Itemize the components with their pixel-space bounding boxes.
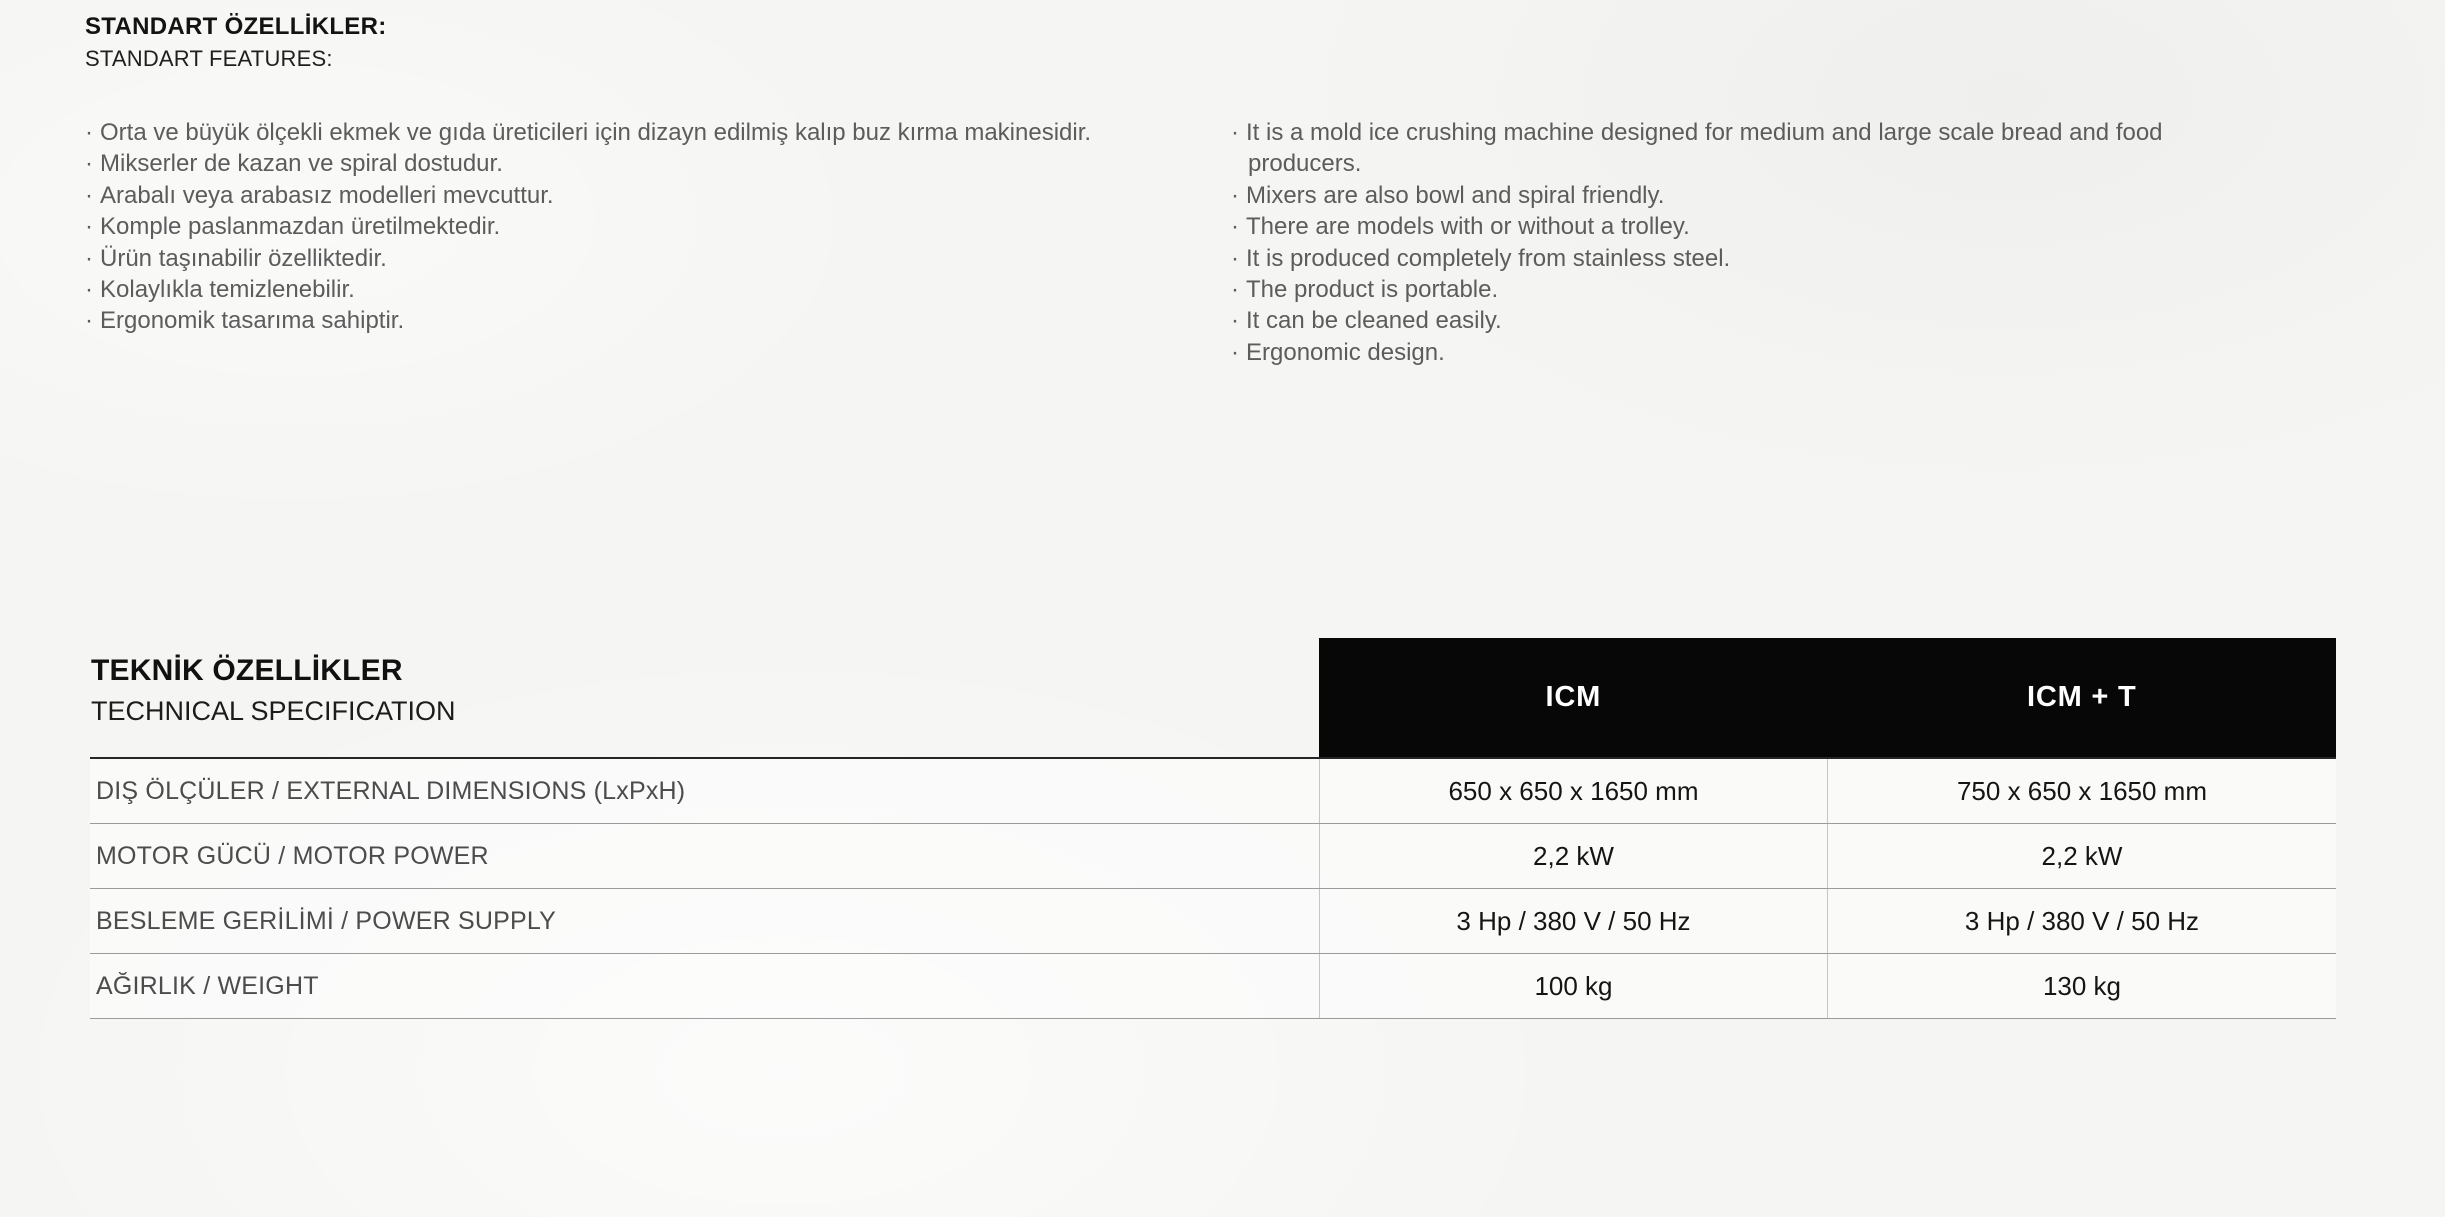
feature-text: Mixers are also bowl and spiral friendly. [1246, 181, 1665, 209]
row-label: BESLEME GERİLİMİ / POWER SUPPLY [96, 906, 557, 935]
feature-text: The product is portable. [1246, 276, 1499, 304]
feature-text: Mikserler de kazan ve spiral dostudur. [100, 150, 503, 178]
spec-title-en: TECHNICAL SPECIFICATION [91, 696, 456, 726]
standard-features-title-tr: STANDART ÖZELLİKLER: [85, 13, 387, 40]
row-value-icm: 3 Hp / 380 V / 50 Hz [1319, 889, 1827, 953]
feature-text: It is a mold ice crushing machine designed for medium and large scale bread and food producers. [1246, 119, 2163, 178]
spec-table-heading [91, 651, 456, 731]
feature-text: Ürün taşınabilir özelliktedir. [100, 244, 387, 272]
list-item [85, 117, 1215, 148]
list-item [1231, 180, 2236, 211]
feature-text: There are models with or without a trolley. [1246, 213, 1690, 241]
row-label: DIŞ ÖLÇÜLER / EXTERNAL DIMENSIONS (LxPxH) [96, 776, 686, 805]
list-item [85, 274, 1215, 305]
row-value-icm-t: 750 x 650 x 1650 mm [1827, 759, 2336, 823]
model-header-band [1319, 638, 2336, 757]
list-item [1231, 211, 2236, 242]
bullet-icon: · [85, 307, 93, 335]
list-item [85, 211, 1215, 242]
table-row [90, 954, 2336, 1019]
row-value-icm-t: 3 Hp / 380 V / 50 Hz [1827, 889, 2336, 953]
list-item [1231, 274, 2236, 305]
list-item [85, 180, 1215, 211]
feature-text: Orta ve büyük ölçekli ekmek ve gıda üreticileri için dizayn edilmiş kalıp buz kırma makinesidir. [100, 119, 1092, 146]
row-value-icm-t: 130 kg [1827, 954, 2336, 1018]
bullet-icon: · [1231, 338, 1239, 366]
feature-text: Ergonomic design. [1246, 338, 1445, 366]
list-item [85, 148, 1215, 179]
row-value-icm: 100 kg [1319, 954, 1827, 1018]
bullet-icon: · [85, 244, 93, 272]
bullet-icon: · [1231, 307, 1239, 335]
bullet-icon: · [85, 119, 93, 146]
table-row [90, 824, 2336, 889]
bullet-icon: · [1231, 244, 1239, 272]
feature-text: It is produced completely from stainless steel. [1246, 244, 1731, 272]
list-item [1231, 305, 2236, 336]
row-label: AĞIRLIK / WEIGHT [96, 971, 319, 1000]
feature-list-english [1231, 117, 2236, 368]
standard-features-heading [85, 11, 387, 75]
list-item [1231, 337, 2236, 368]
spec-table-header [90, 638, 2336, 757]
row-value-icm-t: 2,2 kW [1827, 824, 2336, 888]
list-item [1231, 243, 2236, 274]
bullet-icon: · [85, 181, 93, 209]
feature-text: It can be cleaned easily. [1246, 307, 1502, 335]
bullet-icon: · [1231, 213, 1239, 241]
column-header-icm-t: ICM + T [2026, 681, 2137, 713]
bullet-icon: · [85, 150, 93, 178]
spec-title-tr: TEKNİK ÖZELLİKLER [91, 654, 403, 687]
row-label: MOTOR GÜCÜ / MOTOR POWER [96, 841, 489, 870]
bullet-icon: · [1231, 276, 1239, 304]
table-row [90, 889, 2336, 954]
feature-text: Komple paslanmazdan üretilmektedir. [100, 213, 501, 241]
technical-specification-table [90, 638, 2336, 1019]
feature-list-turkish [85, 117, 1215, 337]
table-row [90, 759, 2336, 824]
column-header-icm: ICM [1545, 681, 1602, 713]
row-value-icm: 650 x 650 x 1650 mm [1319, 759, 1827, 823]
list-item [1231, 117, 2236, 180]
standard-features-title-en: STANDART FEATURES: [85, 46, 333, 71]
list-item [85, 243, 1215, 274]
bullet-icon: · [1231, 181, 1239, 209]
bullet-icon: · [85, 213, 93, 241]
feature-text: Arabalı veya arabasız modelleri mevcuttur. [100, 181, 554, 209]
list-item [85, 305, 1215, 336]
spec-table-body [90, 757, 2336, 1019]
row-value-icm: 2,2 kW [1319, 824, 1827, 888]
feature-text: Ergonomik tasarıma sahiptir. [100, 307, 405, 335]
feature-text: Kolaylıkla temizlenebilir. [100, 276, 355, 304]
bullet-icon: · [1231, 119, 1239, 146]
bullet-icon: · [85, 276, 93, 304]
